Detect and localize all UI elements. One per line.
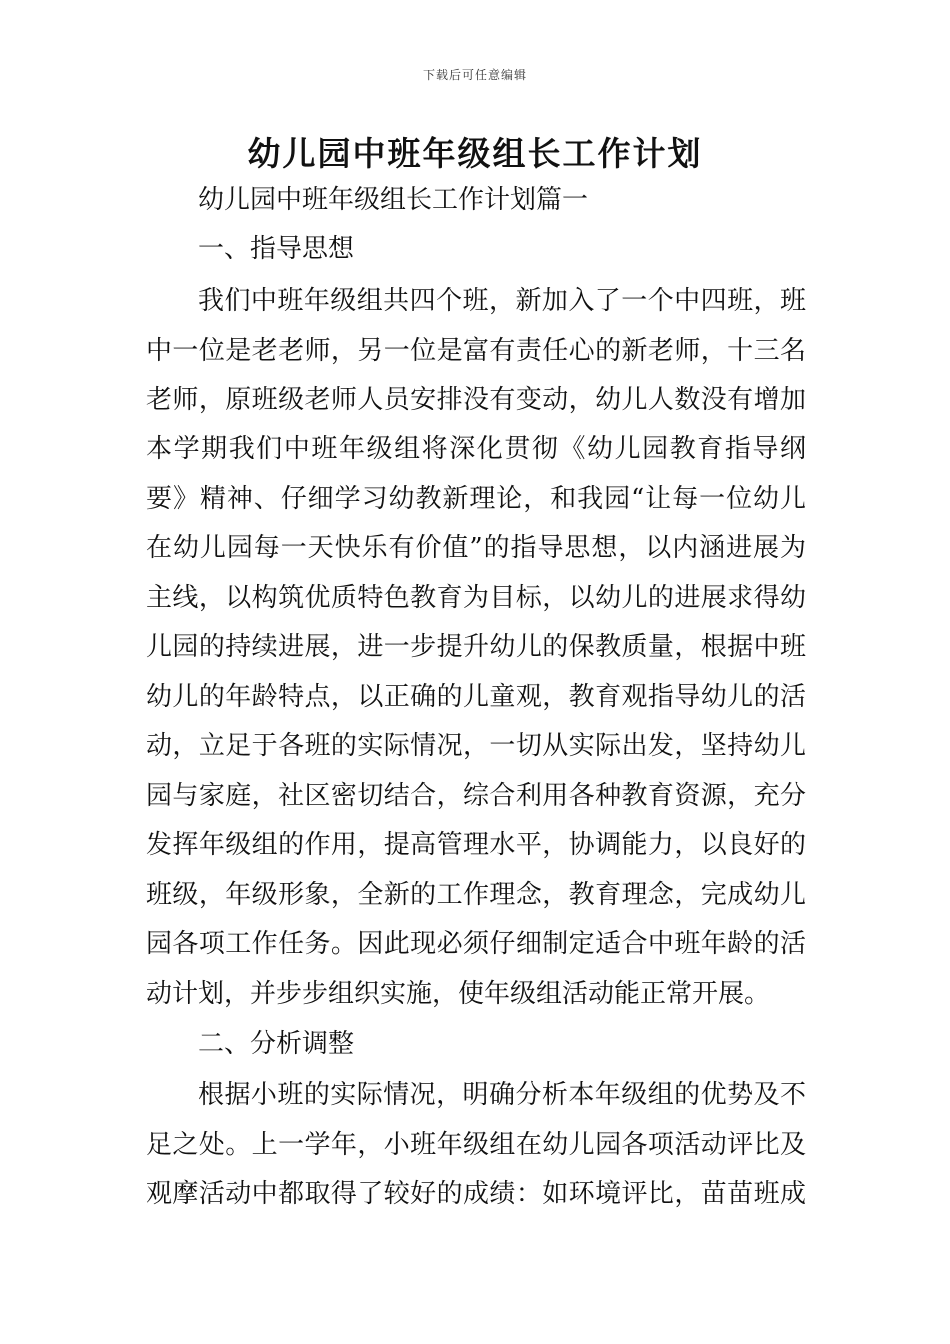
paragraph-line: 本学期我们中班年级组将深化贯彻《幼儿园教育指导纲: [146, 434, 806, 464]
document-title: 幼儿园中班年级组长工作计划: [247, 134, 703, 173]
paragraph-line: 主线，以构筑优质特色教育为目标，以幼儿的进展求得幼: [146, 583, 806, 613]
section-heading-analysis: 二、分析调整: [198, 1029, 355, 1059]
section-heading-guiding-thought: 一、指导思想: [198, 234, 355, 264]
paragraph-line: 幼儿的年龄特点，以正确的儿童观，教育观指导幼儿的活: [146, 682, 806, 712]
paragraph-line: 老师，原班级老师人员安排没有变动，幼儿人数没有增加: [146, 385, 806, 415]
paragraph-line: 要》精神、仔细学习幼教新理论，和我园“让每一位幼儿: [146, 484, 806, 514]
paragraph-line: 根据小班的实际情况，明确分析本年级组的优势及不: [198, 1080, 806, 1110]
paragraph-line: 发挥年级组的作用，提高管理水平，协调能力，以良好的: [146, 830, 806, 860]
paragraph-line: 观摩活动中都取得了较好的成绩：如环境评比，苗苗班成: [146, 1179, 806, 1209]
paragraph-line: 儿园的持续进展，进一步提升幼儿的保教质量，根据中班: [146, 632, 806, 662]
paragraph-line: 动，立足于各班的实际情况，一切从实际出发，坚持幼儿: [146, 731, 806, 761]
paragraph-line: 在幼儿园每一天快乐有价值”的指导思想，以内涵进展为: [146, 533, 806, 563]
paragraph-line: 班级，年级形象，全新的工作理念，教育理念，完成幼儿: [146, 880, 806, 910]
paragraph-line: 中一位是老老师，另一位是富有责任心的新老师，十三名: [146, 336, 806, 366]
paragraph-line: 园各项工作任务。因此现必须仔细制定适合中班年龄的活: [146, 929, 806, 959]
paragraph-line: 我们中班年级组共四个班，新加入了一个中四班，班: [198, 286, 806, 316]
header-note: 下载后可任意编辑: [422, 68, 527, 82]
paragraph-line: 动计划，并步步组织实施，使年级组活动能正常开展。: [146, 979, 771, 1009]
paragraph-line: 足之处。上一学年，小班年级组在幼儿园各项活动评比及: [146, 1130, 806, 1160]
subtitle: 幼儿园中班年级组长工作计划篇一: [198, 185, 589, 215]
paragraph-line: 园与家庭，社区密切结合，综合利用各种教育资源，充分: [146, 781, 806, 811]
